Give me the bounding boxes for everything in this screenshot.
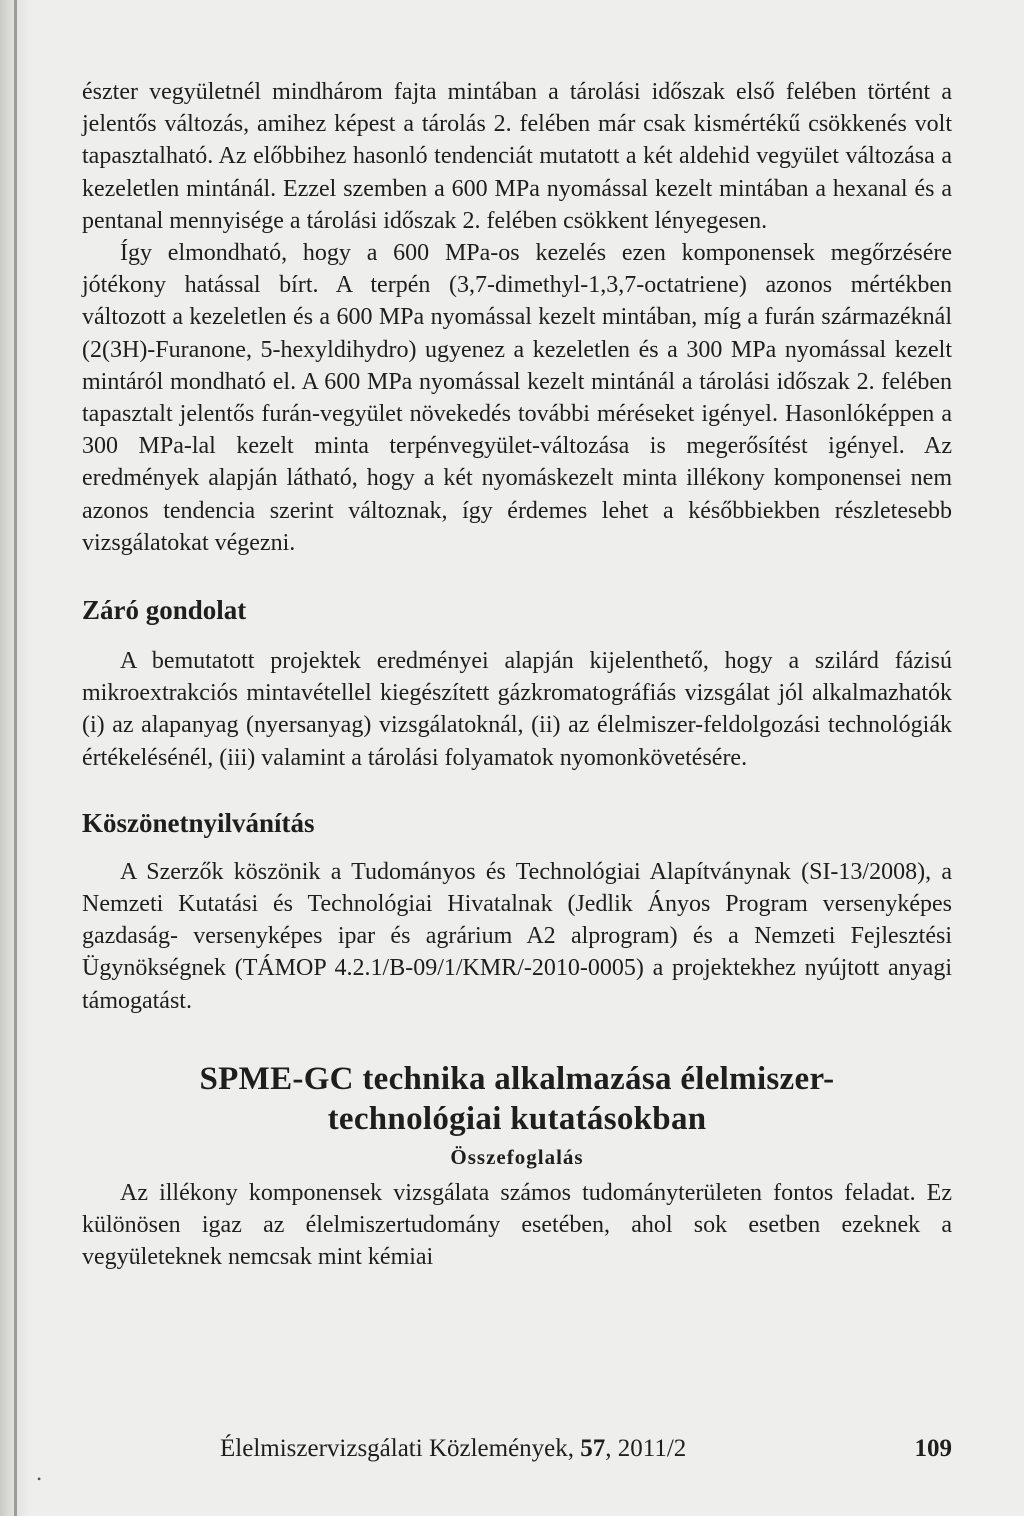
journal-issue: , 2011/2 (605, 1435, 687, 1462)
acknowledgement-paragraph: A Szerzők köszönik a Tudományos és Technológiai Alapítványnak (SI-13/2008), a Nemzeti Kutatási és Technológiai Hivatalnak (Jedlik Ányos Program versenyképes gazdaság- versenyképes ipar és agrárium A2 alprogram) és a Nemzeti Fejlesztési Ügynökségnek (TÁMOP 4.2.1/B-09/1/KMR/-2010-0005) a projektekhez nyújtott anyagi támogatást. (82, 858, 952, 1014)
closing-paragraph: A bemutatott projektek eredményei alapján kijelenthető, hogy a szilárd fázisú mikroextrakciós mintavétellel kiegészített gázkromatográfiás vizsgálat jól alkalmazhatók (i) az alapanyag (nyersanyag) vizsgálatoknál, (ii) az élelmiszer-feldolgozási technológiák értékelésénél, (iii) valamint a tárolási folyamatok nyomonkövetésére. (82, 648, 952, 771)
article-title (82, 1059, 952, 1139)
acknowledgement-heading: Köszönetnyilvánítás (82, 807, 315, 838)
body-paragraph-2: Így elmondható, hogy a 600 MPa-os kezelés ezen komponensek megőrzésére jótékony hatással bírt. A terpén (3,7-dimethyl-1,3,7-octatriene) azonos mértékben változott a kezeletlen és a 600 MPa nyomással kezelt mintában, míg a furán származéknál (2(3H)-Furanone, 5-hexyldihydro) ugyenez a kezeletlen és a 300 MPa nyomással kezelt mintáról mondható el. A 600 MPa nyomással kezelt mintánál a tárolási időszak 2. felében tapasztalt jelentős furán-vegyület növekedés további méréseket igényel. Hasonlóképpen a 300 MPa-lal kezelt minta terpénvegyület-változása is megerősítést igényel. Az eredmények alapján látható, hogy a két nyomáskezelt minta illékony komponensei nem azonos tendencia szerint változnak, így érdemes lehet a későbbiekben részletesebb vizsgálatokat végezni. (82, 240, 952, 556)
margin-dot: • (37, 1472, 42, 1486)
article-title-line-1: SPME-GC technika alkalmazása élelmiszer- (199, 1060, 835, 1097)
closing-heading: Záró gondolat (82, 595, 247, 626)
article-title-line-2: technológiai kutatásokban (327, 1100, 707, 1137)
journal-volume: 57 (580, 1435, 606, 1462)
abstract-paragraph: Az illékony komponensek vizsgálata számos tudományterületen fontos feladat. Ez különösen igaz az élelmiszertudomány esetében, ahol sok esetben ezeknek a vegyületeknek nemcsak mint kémiai (82, 1179, 952, 1271)
journal-citation (220, 1432, 686, 1466)
page-content (82, 76, 952, 1273)
book-spine-line (14, 0, 17, 1516)
abstract-heading: Összefoglalás (450, 1144, 584, 1169)
page-number: 109 (914, 1435, 952, 1462)
body-paragraph-1: észter vegyületnél mindhárom fajta mintában a tárolási időszak első felében történt a jelentős változás, amihez képest a tárolás 2. felében már csak kismértékű csökkenés volt tapasztalható. Az előbbihez hasonló tendenciát mutatott a két aldehid vegyület változása a kezeletlen mintánál. Ezzel szemben a 600 MPa nyomással kezelt mintában a hexanal és a pentanal mennyisége a tárolási időszak 2. felében csökkent lényegesen. (82, 79, 952, 234)
journal-name: Élelmiszervizsgálati Közlemények, (220, 1435, 575, 1462)
